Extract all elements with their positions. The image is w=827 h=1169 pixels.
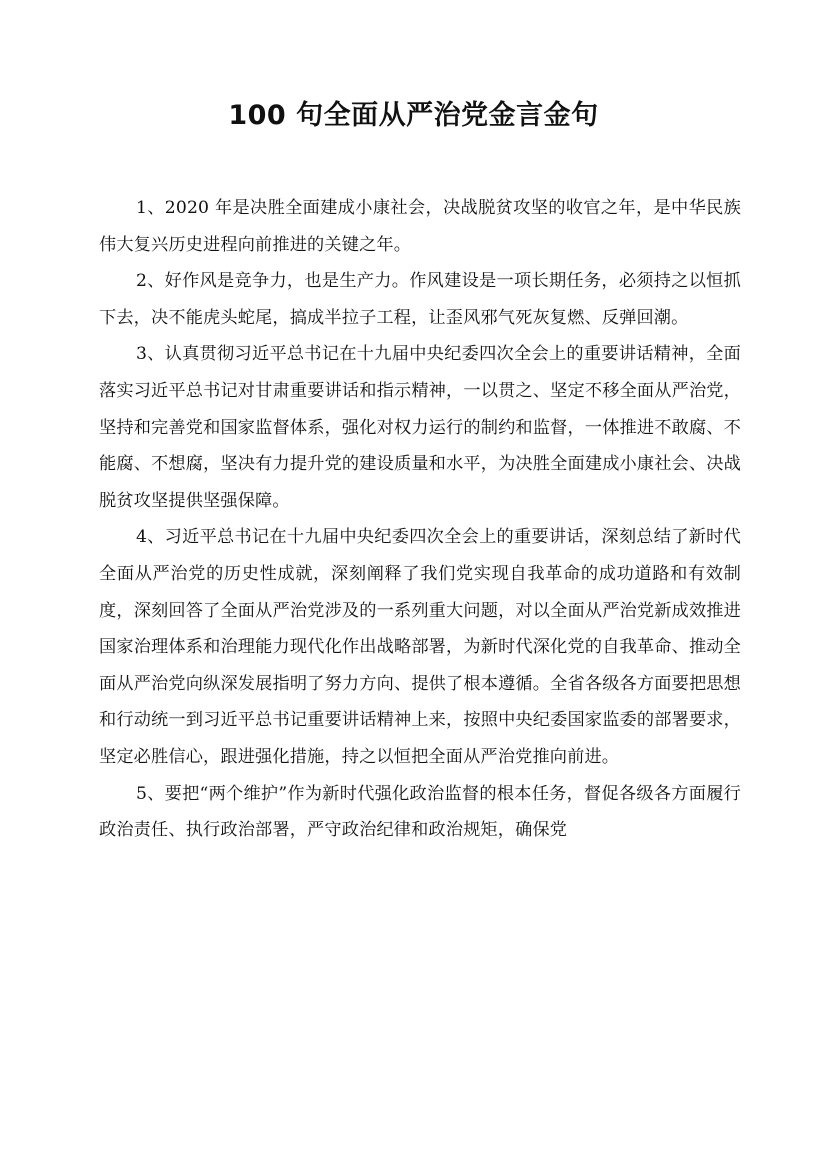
paragraph-2: 2、好作风是竞争力，也是生产力。作风建设是一项长期任务，必须持之以恒抓下去，决不能虎头蛇尾，搞成半拉子工程，让歪风邪气死灰复燃、反弹回潮。 — [99, 271, 741, 328]
paragraph-4: 4、习近平总书记在十九届中央纪委四次全会上的重要讲话，深刻总结了新时代全面从严治党的历史性成就，深刻阐释了我们党实现自我革命的成功道路和有效制度，深刻回答了全面从严治党涉及的一系列重大问题，对以全面从严治党新成效推进国家治理体系和治理能力现代化作出战略部署，为新时代深化党的自我革命、推动全面从严治党向纵深发展指明了努力方向、提供了根本遵循。全省各级各方面要把思想和行动统一到习近平总书记重要讲话精神上来，按照中央纪委国家监委的部署要求，坚定必胜信心，跟进强化措施，持之以恒把全面从严治党推向前进。 — [99, 527, 741, 767]
paragraph-3: 3、认真贯彻习近平总书记在十九届中央纪委四次全会上的重要讲话精神，全面落实习近平总书记对甘肃重要讲话和指示精神，一以贯之、坚定不移全面从严治党，坚持和完善党和国家监督体系，强化对权力运行的制约和监督，一体推进不敢腐、不能腐、不想腐，坚决有力提升党的建设质量和水平，为决胜全面建成小康社会、决战脱贫攻坚提供坚强保障。 — [99, 344, 741, 511]
document-body — [99, 190, 741, 849]
document-title: 100 句全面从严治党金言金句 — [228, 100, 599, 131]
paragraph-5: 5、要把“两个维护”作为新时代强化政治监督的根本任务，督促各级各方面履行政治责任、执行政治部署，严守政治纪律和政治规矩，确保党 — [99, 783, 741, 841]
paragraph-1: 1、2020 年是决胜全面建成小康社会，决战脱贫攻坚的收官之年，是中华民族伟大复兴历史进程向前推进的关键之年。 — [99, 198, 741, 255]
